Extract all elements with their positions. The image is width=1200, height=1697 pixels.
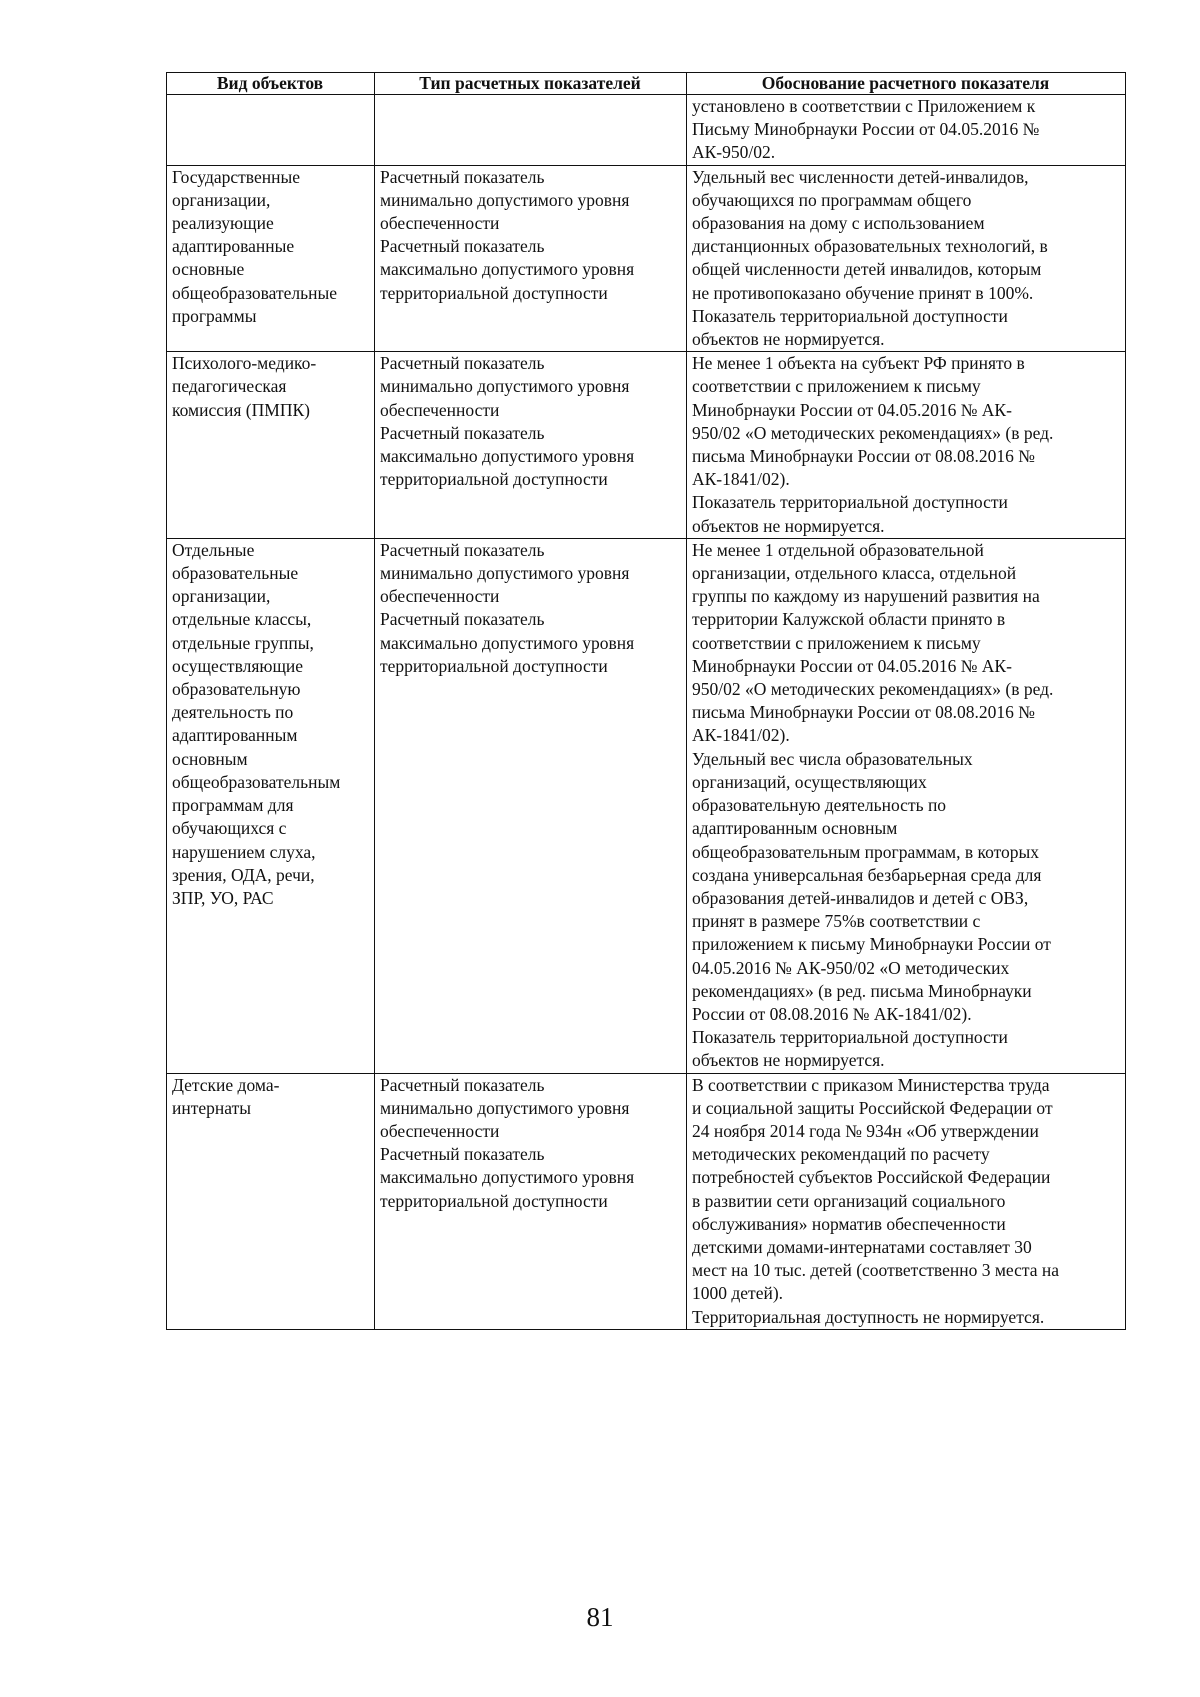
table-cell-col2 [375,352,687,539]
cell-text-line: Отдельные [172,539,255,560]
cell-text-line: обеспеченности [380,399,500,420]
cell-text-line: Минобрнауки России от 04.05.2016 № АК- [692,399,1012,420]
cell-text-line: соответствии с приложением к письму [692,376,981,397]
cell-text-line: Письму Минобрнауки России от 04.05.2016 № [692,119,1040,140]
table-body [167,95,1126,1330]
cell-text-line: образования на дому с использованием [692,213,985,234]
cell-text-line: образовательные [172,563,299,584]
cell-text-line: нарушением слуха, [172,841,316,862]
cell-text-line: 950/02 «О методических рекомендациях» (в ред. [692,679,1054,700]
cell-text-line: территориальной доступности [380,469,608,490]
cell-text-line: Не менее 1 объекта на субъект РФ принято в [692,353,1025,374]
cell-text-line: АК-1841/02). [692,725,790,746]
table-row [167,95,1126,166]
cell-text-line: реализующие [172,213,274,234]
header-indicator-type: Тип расчетных показателей [375,73,687,95]
cell-text-line: В соответствии с приказом Министерства труда [692,1074,1050,1095]
cell-text-line: территориальной доступности [380,655,608,676]
cell-text-line: организации, [172,189,271,210]
cell-text-line: установлено в соответствии с Приложением к [692,96,1036,116]
cell-text-line: максимально допустимого уровня [380,1167,635,1188]
cell-text-line: образования детей-инвалидов и детей с ОВЗ, [692,887,1029,908]
cell-text-line: потребностей субъектов Российской Федерации [692,1167,1051,1188]
cell-text-line: письма Минобрнауки России от 08.08.2016 № [692,446,1035,467]
cell-text-line: Расчетный показатель [380,422,545,443]
cell-text-line: создана универсальная безбарьерная среда для [692,864,1042,885]
cell-text-line: соответствии с приложением к письму [692,632,981,653]
cell-text-line: приложением к письму Минобрнауки России от [692,934,1051,955]
cell-text-line: не противопоказано обучение принят в 100%. [692,282,1034,303]
cell-text-line: образовательную [172,679,301,700]
page-number: 81 [586,1602,614,1632]
cell-text-line: адаптированным [172,725,298,746]
cell-text-line: Не менее 1 отдельной образовательной [692,539,984,560]
cell-text-line: Удельный вес числа образовательных [692,748,973,769]
cell-text-line: методических рекомендаций по расчету [692,1144,990,1165]
cell-text-line: Детские дома- [172,1074,280,1095]
cell-text-line: отдельные классы, [172,609,312,630]
cell-text-line: Удельный вес численности детей-инвалидов, [692,166,1029,187]
cell-text-line: группы по каждому из нарушений развития на [692,586,1040,607]
cell-text-line: общеобразовательным [172,771,341,792]
cell-text-line: деятельность по [172,702,294,723]
cell-text-line: Показатель территориальной доступности [692,1027,1008,1048]
cell-text-line: интернаты [172,1097,251,1118]
table-row [167,538,1126,1073]
cell-text-line: организации, [172,586,271,607]
cell-text-line: АК-1841/02). [692,469,790,490]
cell-text-line: отдельные группы, [172,632,314,653]
table-cell-col1 [167,95,375,166]
cell-text-line: территории Калужской области принято в [692,609,1006,630]
cell-text-line: Государственные [172,166,300,187]
table-row [167,352,1126,539]
cell-text-line: минимально допустимого уровня [380,189,630,210]
cell-text-line: обучающихся по программам общего [692,189,972,210]
cell-text-line: территориальной доступности [380,1190,608,1211]
cell-text-line: Показатель территориальной доступности [692,305,1008,326]
cell-text-line: 24 ноября 2014 года № 934н «Об утверждении [692,1120,1039,1141]
cell-text-line: максимально допустимого уровня [380,259,635,280]
cell-text-line: минимально допустимого уровня [380,1097,630,1118]
cell-text-line: обеспеченности [380,213,500,234]
cell-text-line: мест на 10 тыс. детей (соответственно 3 места на [692,1260,1060,1281]
cell-text-line: обеспеченности [380,586,500,607]
cell-text-line: объектов не нормируется. [692,329,885,350]
cell-text-line: рекомендациях» (в ред. письма Минобрнауки [692,980,1032,1001]
cell-text-line: Расчетный показатель [380,609,545,630]
cell-text-line: Территориальная доступность не нормируется. [692,1306,1045,1327]
cell-text-line: Расчетный показатель [380,539,545,560]
table-cell-col1 [167,538,375,1073]
table-cell-col2 [375,95,687,166]
cell-text-line: дистанционных образовательных технологий, в [692,236,1048,257]
cell-text-line: обеспеченности [380,1120,500,1141]
table-cell-col1 [167,165,375,352]
cell-text-line: 950/02 «О методических рекомендациях» (в ред. [692,422,1054,443]
header-justification: Обоснование расчетного показателя [687,73,1126,95]
table-cell-col2 [375,538,687,1073]
table-cell-col2 [375,165,687,352]
cell-text-line: основным [172,748,248,769]
cell-text-line: Психолого-медико- [172,353,317,374]
table-cell-col1 [167,1073,375,1329]
cell-text-line: Показатель территориальной доступности [692,492,1008,513]
cell-text-line: общеобразовательные [172,282,337,303]
cell-text-line: и социальной защиты Российской Федерации от [692,1097,1053,1118]
cell-text-line: максимально допустимого уровня [380,632,635,653]
table-cell-col3 [687,352,1126,539]
table-row [167,165,1126,352]
cell-text-line: Расчетный показатель [380,166,545,187]
cell-text-line: России от 08.08.2016 № АК-1841/02). [692,1003,972,1024]
cell-text-line: общей численности детей инвалидов, которым [692,259,1042,280]
header-object-type: Вид объектов [167,73,375,95]
cell-text-line: детскими домами-интернатами составляет 30 [692,1236,1032,1257]
cell-text-line: Расчетный показатель [380,1144,545,1165]
table-cell-col2 [375,1073,687,1329]
table-row [167,1073,1126,1329]
cell-text-line: образовательную деятельность по [692,795,947,816]
cell-text-line: обслуживания» норматив обеспеченности [692,1213,1006,1234]
cell-text-line: комиссия (ПМПК) [172,399,310,420]
cell-text-line: адаптированные [172,236,295,257]
cell-text-line: зрения, ОДА, речи, [172,864,315,885]
cell-text-line: принят в размере 75%в соответствии с [692,911,981,932]
cell-text-line: программам для [172,795,294,816]
cell-text-line: минимально допустимого уровня [380,376,630,397]
table-cell-col1 [167,352,375,539]
cell-text-line: адаптированным основным [692,818,898,839]
cell-text-line: педагогическая [172,376,287,397]
table-cell-col3 [687,538,1126,1073]
cell-text-line: АК-950/02. [692,142,776,163]
cell-text-line: Расчетный показатель [380,236,545,257]
cell-text-line: Минобрнауки России от 04.05.2016 № АК- [692,655,1012,676]
cell-text-line: основные [172,259,245,280]
cell-text-line: организаций, осуществляющих [692,771,927,792]
cell-text-line: письма Минобрнауки России от 08.08.2016 № [692,702,1035,723]
cell-text-line: 04.05.2016 № АК-950/02 «О методических [692,957,1010,978]
cell-text-line: организации, отдельного класса, отдельной [692,563,1017,584]
cell-text-line: объектов не нормируется. [692,1050,885,1071]
cell-text-line: территориальной доступности [380,282,608,303]
cell-text-line: объектов не нормируется. [692,515,885,536]
table-cell-col3 [687,1073,1126,1329]
table-cell-col3 [687,165,1126,352]
cell-text-line: минимально допустимого уровня [380,563,630,584]
cell-text-line: в развитии сети организаций социального [692,1190,1006,1211]
cell-text-line: осуществляющие [172,655,304,676]
cell-text-line: обучающихся с [172,818,287,839]
standards-table [166,72,1126,1330]
cell-text-line: максимально допустимого уровня [380,446,635,467]
table-cell-col3 [687,95,1126,166]
cell-text-line: ЗПР, УО, РАС [172,887,274,908]
cell-text-line: Расчетный показатель [380,353,545,374]
table-header-row [167,73,1126,95]
cell-text-line: 1000 детей). [692,1283,784,1304]
cell-text-line: Расчетный показатель [380,1074,545,1095]
cell-text-line: программы [172,305,257,326]
cell-text-line: общеобразовательным программам, в которых [692,841,1040,862]
